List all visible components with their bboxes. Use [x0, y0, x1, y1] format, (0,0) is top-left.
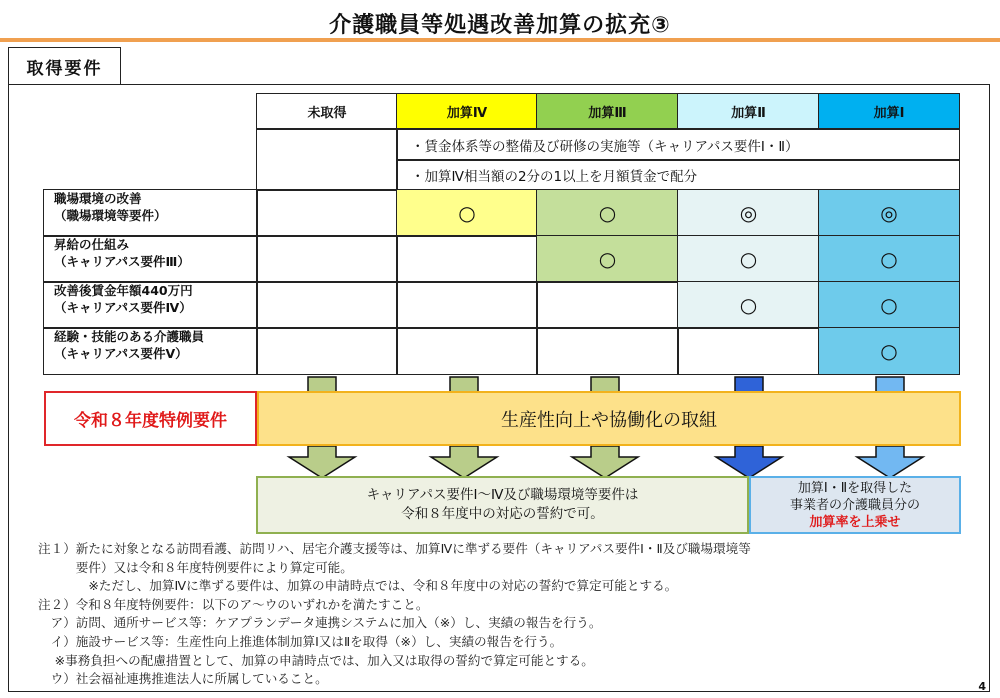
- productivity-banner: 生産性向上や協働化の取組: [257, 391, 961, 446]
- row-label-main: 改善後賃金年額440万円: [54, 283, 193, 298]
- rate-boost-emphasis: 加算率を上乗せ: [809, 514, 901, 530]
- note-line: ウ）社会福祉連携推進法人に所属していること。: [38, 671, 328, 687]
- col-header-kasan-4: 加算Ⅳ: [396, 93, 538, 130]
- row-label-main: 経験・技能のある介護職員: [54, 329, 205, 344]
- col-header-kasan-3: 加算Ⅲ: [536, 93, 679, 130]
- col-header-not-acquired: 未取得: [256, 93, 398, 130]
- page-number: 4: [978, 680, 986, 693]
- rate-boost-box: [749, 476, 961, 534]
- row-label-sub: （キャリアパス要件Ⅲ）: [54, 254, 190, 269]
- note-line: ※事務負担への配慮措置として、加算の申請時点では、加入又は取得の誓約で算定可能とする。: [38, 652, 594, 668]
- circle-mark-icon: ○: [598, 201, 617, 225]
- row-label-main: 職場環境の改善: [54, 191, 142, 206]
- row-label-sub: （キャリアパス要件Ⅴ）: [54, 346, 188, 361]
- row-label-sub: （職場環境等要件）: [54, 208, 167, 223]
- circle-mark-icon: ○: [880, 247, 898, 271]
- pledge-note-box: [256, 476, 749, 534]
- col-header-kasan-1: 加算Ⅰ: [818, 93, 960, 130]
- common-req-monthly-wage: ・加算Ⅳ相当額の2分の1以上を月額賃金で配分: [396, 159, 960, 191]
- note-line: イ）施設サービス等：生産性向上推進体制加算Ⅰ又はⅡを取得（※）し、実績の報告を行う。: [38, 633, 563, 649]
- double-circle-mark-icon: ◎: [880, 201, 898, 225]
- rate-boost-line: 加算Ⅰ・Ⅱを取得した: [797, 480, 913, 496]
- pledge-line: 令和８年度中の対応の誓約で可。: [401, 506, 604, 522]
- circle-mark-icon: ○: [739, 247, 758, 271]
- col-header-kasan-2: 加算Ⅱ: [677, 93, 820, 130]
- note-line: 注１）新たに対象となる訪問看護、訪問リハ、居宅介護支援等は、加算Ⅳに準ずる要件（キャリアパス要件Ⅰ・Ⅱ及び職場環境等: [38, 541, 751, 556]
- note-line: 要件）又は令和８年度特例要件により算定可能。: [38, 559, 353, 575]
- footnotes: [38, 540, 751, 689]
- section-label: 取得要件: [8, 47, 121, 84]
- row-label-sub: （キャリアパス要件Ⅳ）: [54, 300, 192, 315]
- note-line: ※ただし、加算Ⅳに準ずる要件は、加算の申請時点では、令和８年度中の対応の誓約で算定可能とする。: [38, 578, 678, 594]
- circle-mark-icon: ○: [598, 247, 617, 271]
- row-label-main: 昇給の仕組み: [54, 237, 130, 252]
- note-line: ア）訪問、通所サービス等：ケアプランデータ連携システムに加入（※）し、実績の報告を行う。: [38, 615, 602, 631]
- double-circle-mark-icon: ◎: [739, 201, 758, 225]
- common-req-career-path: ・賃金体系等の整備及び研修の実施等（キャリアパス要件Ⅰ・Ⅱ）: [396, 128, 960, 161]
- note-line: 注２）令和８年度特例要件：以下のア～ウのいずれかを満たすこと。: [38, 596, 429, 612]
- rate-boost-line: 事業者の介護職員分の: [789, 497, 920, 513]
- circle-mark-icon: ○: [880, 293, 898, 317]
- pledge-line: キャリアパス要件Ⅰ～Ⅳ及び職場環境等要件は: [366, 487, 639, 503]
- circle-mark-icon: ○: [458, 201, 476, 225]
- circle-mark-icon: ○: [880, 339, 898, 363]
- special-requirement-label: 令和８年度特例要件: [44, 391, 257, 446]
- circle-mark-icon: ○: [739, 293, 758, 317]
- page-title: 介護職員等処遇改善加算の拡充③: [329, 13, 671, 38]
